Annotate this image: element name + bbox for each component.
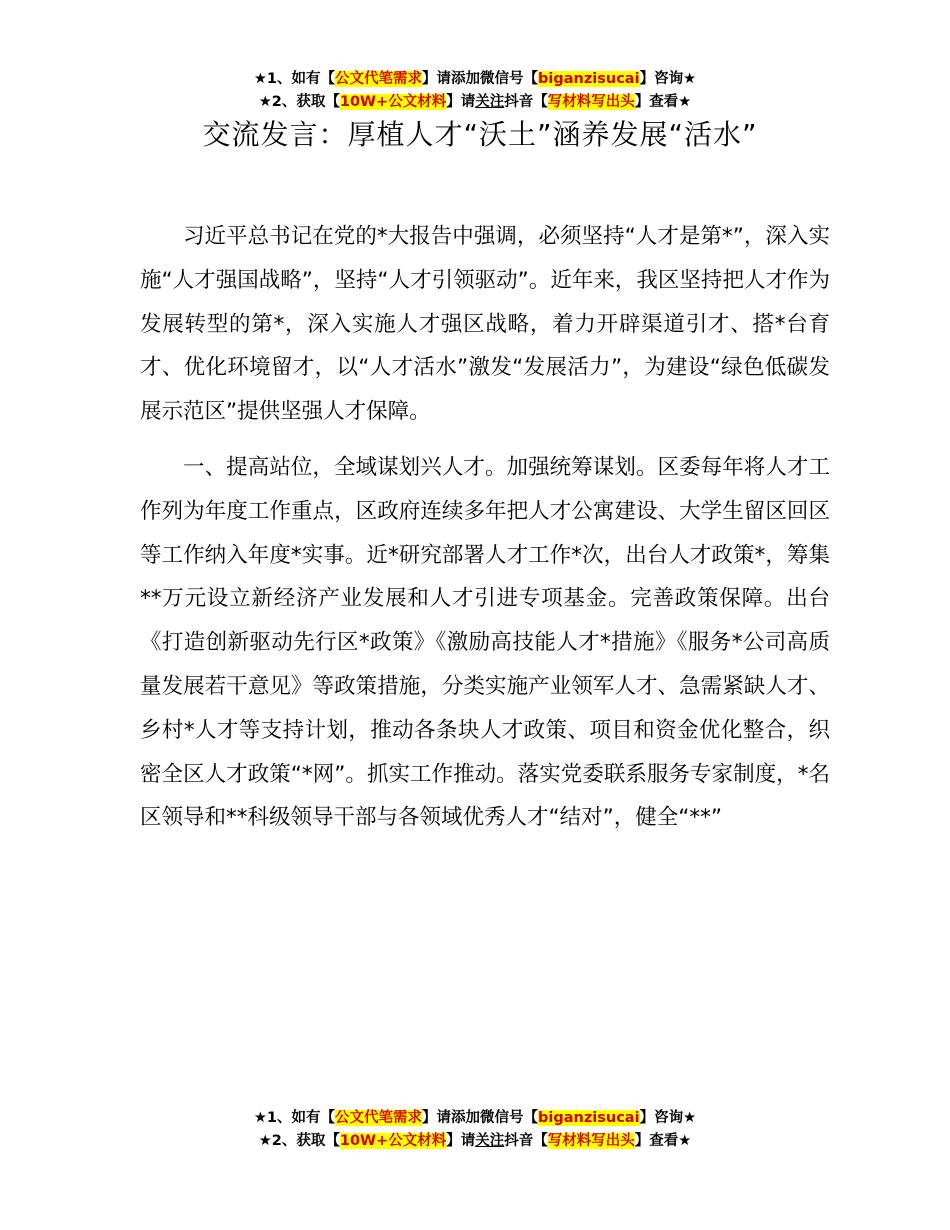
banner-line-1: ★1、如有【公文代笔需求】请添加微信号【biganzisucai】咨询★ bbox=[253, 1110, 697, 1126]
banner-line-2: ★2、获取【10W+公文材料】请关注抖音【写材料写出头】查看★ bbox=[258, 1133, 692, 1149]
page-title: 交流发言：厚植人才“沃土”涵养发展“活水” bbox=[202, 118, 758, 151]
highlight-douyin: 写材料写出头 bbox=[547, 1133, 635, 1149]
paragraph: 一、提高站位，全域谋划兴人才。加强统筹谋划。区委每年将人才工作列为年度工作重点，区政府连续多年把人才公寓建设、大学生留区回区等工作纳入年度*实事。近*研究部署人才工作*次，出台人才政策*，筹集**万元设立新经济产业发展和人才引进专项基金。完善政策保障。出台《打造创新驱动先行区*政策》《激励高技能人才*措施》《服务*公司高质量发展若干意见》等政策措施，分类实施产业领军人才、急需紧缺人才、乡村*人才等支持计划，推动各条块人才政策、项目和资金优化整合，织密全区人才政策“*网”。抓实工作推动。落实党委联系服务专家制度，*名区领导和**科级领导干部与各领域优秀人才“结对”，健全“**” bbox=[140, 454, 830, 831]
highlight-materials: 10W+公文材料 bbox=[339, 1133, 447, 1149]
highlight-service: 公文代笔需求 bbox=[335, 71, 423, 87]
header-banner bbox=[0, 68, 950, 114]
paragraph: 习近平总书记在党的*大报告中强调，必须坚持“人才是第*”，深入实施“人才强国战略”，坚持“人才引领驱动”。近年来，我区坚持把人才作为发展转型的第*，深入实施人才强区战略，着力开辟渠道引才、搭*台育才、优化环境留才，以“人才活水”激发“发展活力”，为建设“绿色低碳发展示范区”提供坚强人才保障。 bbox=[140, 224, 830, 425]
banner-line-1: ★1、如有【公文代笔需求】请添加微信号【biganzisucai】咨询★ bbox=[253, 71, 697, 87]
footer-banner bbox=[0, 1107, 950, 1153]
highlight-wechat-id: biganzisucai bbox=[538, 1110, 640, 1126]
highlight-douyin: 写材料写出头 bbox=[547, 94, 635, 110]
highlight-wechat-id: biganzisucai bbox=[538, 71, 640, 87]
highlight-materials: 10W+公文材料 bbox=[339, 94, 447, 110]
document-body bbox=[140, 215, 830, 852]
underlined-follow: 关注 bbox=[475, 94, 505, 110]
highlight-service: 公文代笔需求 bbox=[335, 1110, 423, 1126]
underlined-follow: 关注 bbox=[475, 1133, 505, 1149]
banner-line-2: ★2、获取【10W+公文材料】请关注抖音【写材料写出头】查看★ bbox=[258, 94, 692, 110]
